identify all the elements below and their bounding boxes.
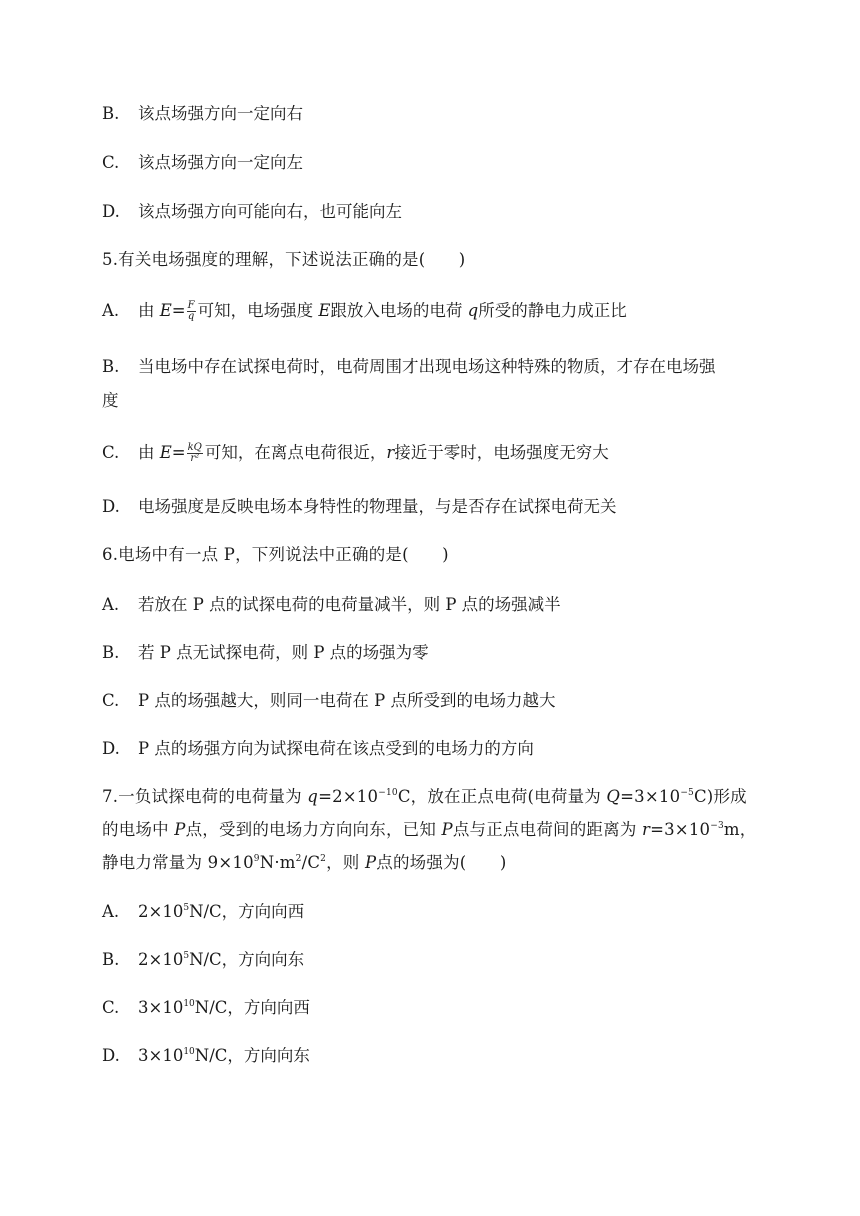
q6-option-c	[102, 690, 790, 712]
variable-r: r	[386, 443, 395, 462]
option-text-2: 接近于零时，电场强度无穷大	[394, 443, 609, 462]
fraction-denominator: r²	[190, 453, 200, 464]
option-value: 2×10	[138, 902, 184, 921]
fraction-kq-over-r2	[187, 443, 203, 464]
q5-option-d	[102, 496, 790, 518]
q4-option-b	[102, 103, 790, 125]
variable-e: E	[159, 301, 172, 320]
equals-sign: =	[171, 301, 186, 320]
text: m，	[723, 820, 757, 839]
variable-p: P	[441, 820, 453, 839]
text: 7.一负试探电荷的电荷量为	[102, 787, 308, 806]
fraction-numerator: F	[187, 300, 195, 311]
text: 点，受到的电场力方向向东，已知	[185, 820, 442, 839]
option-letter: C.	[102, 443, 120, 462]
fraction-denominator: q	[187, 311, 195, 322]
option-text: 该点场强方向一定向左	[138, 153, 303, 172]
option-text: 若 P 点无试探电荷，则 P 点的场强为零	[138, 643, 429, 662]
exponent: −5	[680, 788, 694, 798]
option-value: 3×10	[138, 1046, 184, 1065]
option-text: P 点的场强越大，则同一电荷在 P 点所受到的电场力越大	[138, 691, 556, 710]
exponent: 10	[183, 1047, 195, 1057]
option-text-2: 跟放入电场的电荷	[330, 301, 468, 320]
option-text-3: 所受的静电力成正比	[478, 301, 627, 320]
text: N·m	[259, 853, 296, 872]
option-letter: B.	[102, 104, 120, 123]
option-letter: C.	[102, 153, 120, 172]
option-letter: D.	[102, 739, 120, 758]
option-letter: B.	[102, 357, 120, 376]
text: 静电力常量为 9×10	[102, 853, 254, 872]
option-text: 电场强度是反映电场本身特性的物理量，与是否存在试探电荷无关	[138, 497, 617, 516]
option-letter: D.	[102, 202, 120, 221]
option-unit: N/C，方向向东	[194, 1046, 310, 1065]
text: =3×10	[650, 820, 711, 839]
text: =2×10	[318, 787, 379, 806]
option-letter: B.	[102, 643, 120, 662]
variable-p: P	[174, 820, 186, 839]
option-text: 当电场中存在试探电荷时，电荷周围才出现电场这种特殊的物质，才存在电场强	[138, 357, 716, 376]
variable-q-upper: Q	[606, 787, 621, 806]
q7-option-a	[102, 901, 790, 923]
text: /C	[301, 853, 321, 872]
text: C)形成	[693, 787, 747, 806]
exponent: 2	[295, 854, 302, 864]
q4-option-d	[102, 201, 790, 223]
option-text-pre: 由	[138, 443, 160, 462]
q5-stem: 5.有关电场强度的理解，下述说法正确的是( )	[102, 250, 466, 269]
option-letter: A.	[102, 902, 120, 921]
q6-option-d	[102, 738, 790, 760]
q7-stem-line-3	[102, 852, 790, 874]
variable-r: r	[641, 820, 651, 839]
fraction-numerator: kQ	[187, 442, 202, 453]
option-letter: C.	[102, 691, 120, 710]
option-value: 3×10	[138, 998, 184, 1017]
text: C，放在正点电荷(电荷量为	[397, 787, 607, 806]
option-unit: N/C，方向向西	[194, 998, 310, 1017]
q4-option-c	[102, 152, 790, 174]
text: 点与正点电荷间的距离为	[452, 820, 642, 839]
option-letter: D.	[102, 1046, 120, 1065]
exponent: 10	[183, 999, 195, 1009]
option-letter: D.	[102, 497, 120, 516]
variable-q: q	[307, 787, 319, 806]
option-letter: B.	[102, 950, 120, 969]
option-text-1: 可知，电场强度	[197, 301, 319, 320]
exponent: 9	[253, 854, 260, 864]
exponent: 2	[320, 854, 327, 864]
q7-stem-line-1	[102, 786, 790, 808]
variable-q: q	[467, 301, 479, 320]
option-text: 若放在 P 点的试探电荷的电荷量减半，则 P 点的场强减半	[138, 595, 561, 614]
equals-sign: =	[171, 443, 186, 462]
option-text: P 点的场强方向为试探电荷在该点受到的电场力的方向	[138, 739, 534, 758]
exponent: −3	[710, 821, 724, 831]
option-text-1: 可知，在离点电荷很近，	[204, 443, 387, 462]
q5-option-b	[102, 356, 790, 378]
text: ，则	[326, 853, 365, 872]
q7-stem-line-2	[102, 819, 790, 841]
exponent: 5	[183, 903, 190, 913]
q6-option-a	[102, 594, 790, 616]
text: 的电场中	[102, 820, 175, 839]
q7-option-b	[102, 949, 790, 971]
text: 点的场强为( )	[376, 853, 507, 872]
variable-p: P	[364, 853, 377, 872]
option-text: 该点场强方向一定向右	[138, 104, 303, 123]
variable-e: E	[318, 301, 331, 320]
text: =3×10	[620, 787, 681, 806]
exponent: 5	[183, 951, 190, 961]
option-value: 2×10	[138, 950, 184, 969]
option-unit: N/C，方向向西	[189, 902, 305, 921]
option-letter: C.	[102, 998, 120, 1017]
option-text-pre: 由	[138, 301, 160, 320]
q7-option-d	[102, 1045, 790, 1067]
q5-option-c	[102, 442, 790, 464]
fraction-f-over-q	[187, 301, 196, 322]
variable-e: E	[159, 443, 172, 462]
option-letter: A.	[102, 595, 120, 614]
option-text: 该点场强方向可能向右，也可能向左	[138, 202, 402, 221]
q6-option-b	[102, 642, 790, 664]
exponent: −10	[378, 788, 398, 798]
option-letter: A.	[102, 301, 120, 320]
q7-option-c	[102, 997, 790, 1019]
q5-option-b-continued: 度	[102, 391, 119, 410]
option-unit: N/C，方向向东	[189, 950, 305, 969]
q5-option-a	[102, 300, 790, 322]
q6-stem: 6.电场中有一点 P，下列说法中正确的是( )	[102, 545, 449, 564]
